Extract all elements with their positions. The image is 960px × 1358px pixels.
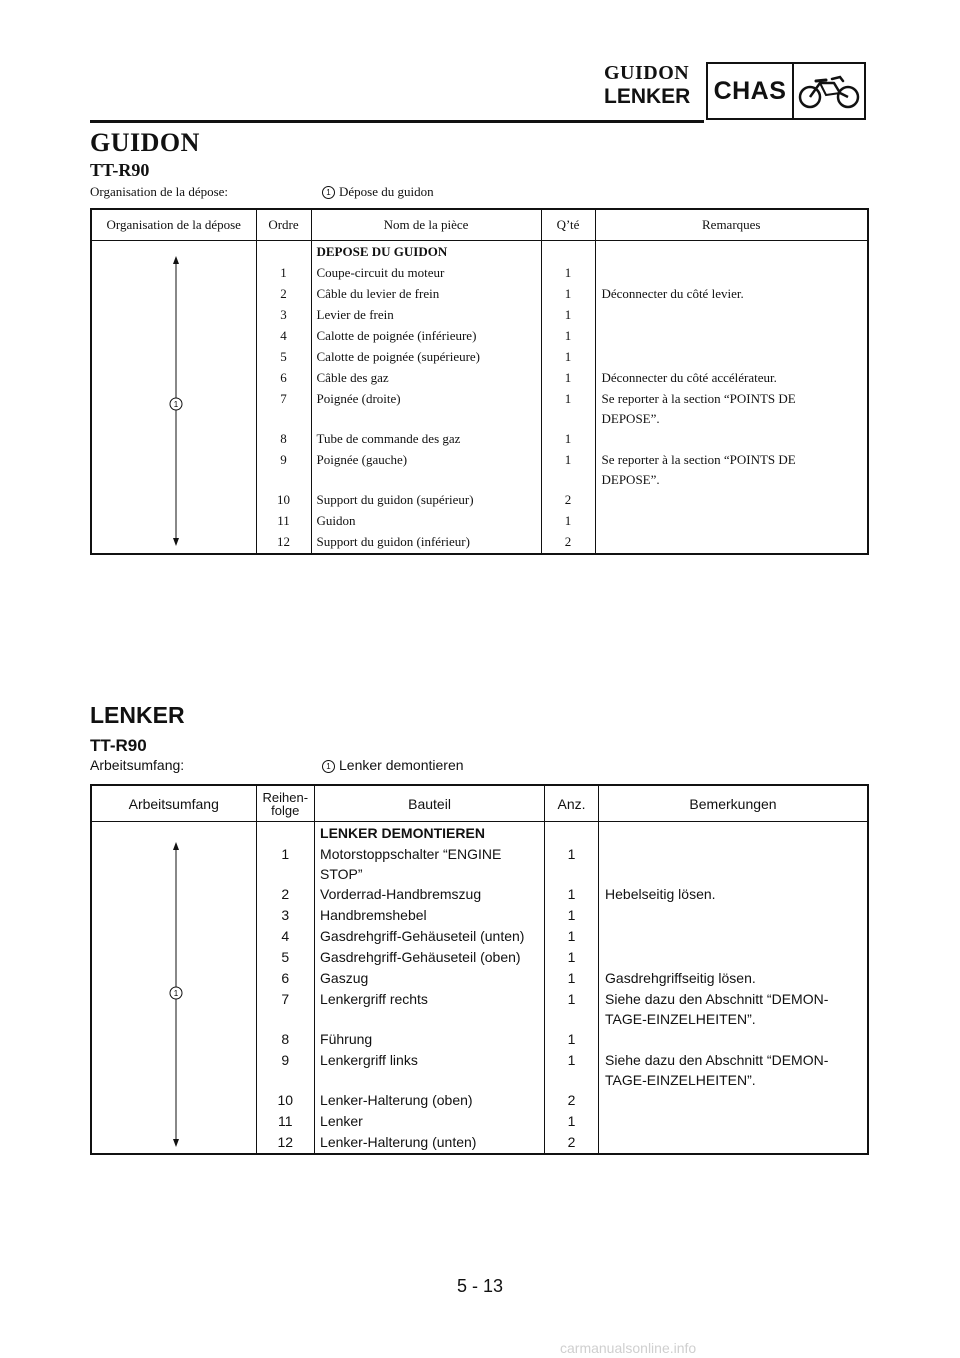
order-arrow xyxy=(92,241,257,551)
table-row: 1 Motorstoppschalter “ENGINE STOP” 1 xyxy=(91,844,868,884)
table-row: 2 Vorderrad-Handbremszug 1 Hebelseitig lösen. xyxy=(91,884,868,905)
table-row: 7 Lenkergriff rechts 1 Siehe dazu den Abschnitt “DEMON-TAGE-EINZELHEITEN”. xyxy=(91,989,868,1029)
section-title-de: LENKER xyxy=(90,702,185,728)
col-header: Organisation de la dépose xyxy=(91,209,256,241)
col-header: Anz. xyxy=(545,785,599,822)
table-row: 1 Coupe-circuit du moteur 1 xyxy=(91,263,868,284)
model-label-fr: TT-R90 xyxy=(90,160,150,180)
table-row: 9 Lenkergriff links 1 Siehe dazu den Abschnitt “DEMON-TAGE-EINZELHEITEN”. xyxy=(91,1050,868,1090)
table-row: 3 Levier de frein 1 xyxy=(91,305,868,326)
group-column xyxy=(91,241,256,555)
col-header: Ordre xyxy=(256,209,311,241)
group-column xyxy=(91,822,256,1155)
order-arrow xyxy=(92,822,257,1152)
header-title-fr: GUIDON xyxy=(604,62,690,84)
table-row: 5 Calotte de poignée (supérieure) 1 xyxy=(91,347,868,368)
model-label-de: TT-R90 xyxy=(90,736,147,755)
table-row xyxy=(91,822,868,845)
col-header: Arbeitsumfang xyxy=(91,785,256,822)
table-row: 4 Calotte de poignée (inférieure) 1 xyxy=(91,326,868,347)
table-row: 2 Câble du levier de frein 1 Déconnecter du côté levier. xyxy=(91,284,868,305)
table-row: 3 Handbremshebel 1 xyxy=(91,905,868,926)
table-row: 8 Führung 1 xyxy=(91,1029,868,1050)
circled-number-marker: 1 xyxy=(322,186,335,199)
group-marker: 1 xyxy=(173,400,179,409)
col-header: Bauteil xyxy=(315,785,545,822)
table-header-row xyxy=(91,785,868,822)
table-row: 6 Gaszug 1 Gasdrehgriffseitig lösen. xyxy=(91,968,868,989)
page-number: 5 - 13 xyxy=(456,1276,504,1296)
scope-label-fr: Organisation de la dépose: xyxy=(90,184,229,199)
col-header: Q’té xyxy=(541,209,595,241)
section-badge-label: CHAS xyxy=(708,64,794,118)
group-heading: LENKER DEMONTIEREN xyxy=(315,822,545,845)
table-row: 11 Lenker 1 xyxy=(91,1111,868,1132)
group-heading: DEPOSE DU GUIDON xyxy=(311,241,541,264)
table-header-row xyxy=(91,209,868,241)
section-title-fr: GUIDON xyxy=(90,128,200,157)
table-row: 4 Gasdrehgriff-Gehäuseteil (unten) 1 xyxy=(91,926,868,947)
table-row: 11 Guidon 1 xyxy=(91,511,868,532)
table-row: 9 Poignée (gauche) 1 Se reporter à la section “POINTS DE DEPOSE”. xyxy=(91,450,868,490)
table-row: 5 Gasdrehgriff-Gehäuseteil (oben) 1 xyxy=(91,947,868,968)
table-row: 12 Lenker-Halterung (unten) 2 xyxy=(91,1132,868,1154)
table-row: 6 Câble des gaz 1 Déconnecter du côté accélérateur. xyxy=(91,368,868,389)
header-title-de: LENKER xyxy=(604,85,691,108)
scope-value-text: Dépose du guidon xyxy=(339,184,434,199)
section-badge xyxy=(706,62,866,120)
motorcycle-icon xyxy=(794,64,864,118)
disassembly-table-de xyxy=(90,784,869,1155)
col-header: Reihen-folge xyxy=(256,785,315,822)
circled-number-marker: 1 xyxy=(322,760,335,773)
disassembly-table-fr xyxy=(90,208,869,555)
table-row: 10 Lenker-Halterung (oben) 2 xyxy=(91,1090,868,1111)
col-header: Bemerkungen xyxy=(599,785,868,822)
col-header: Nom de la pièce xyxy=(311,209,541,241)
scope-value-text: Lenker demontieren xyxy=(339,757,464,773)
group-marker: 1 xyxy=(173,989,179,998)
table-row xyxy=(91,241,868,264)
table-row: 7 Poignée (droite) 1 Se reporter à la section “POINTS DE DEPOSE”. xyxy=(91,389,868,429)
watermark: carmanualsonline.info xyxy=(560,1340,697,1356)
scope-label-de: Arbeitsumfang: xyxy=(90,757,185,773)
table-row: 8 Tube de commande des gaz 1 xyxy=(91,429,868,450)
scope-value-de xyxy=(322,757,464,773)
header-rule xyxy=(90,120,704,123)
table-row: 12 Support du guidon (inférieur) 2 xyxy=(91,532,868,554)
table-row: 10 Support du guidon (supérieur) 2 xyxy=(91,490,868,511)
col-header: Remarques xyxy=(595,209,868,241)
scope-value-fr xyxy=(322,184,434,200)
